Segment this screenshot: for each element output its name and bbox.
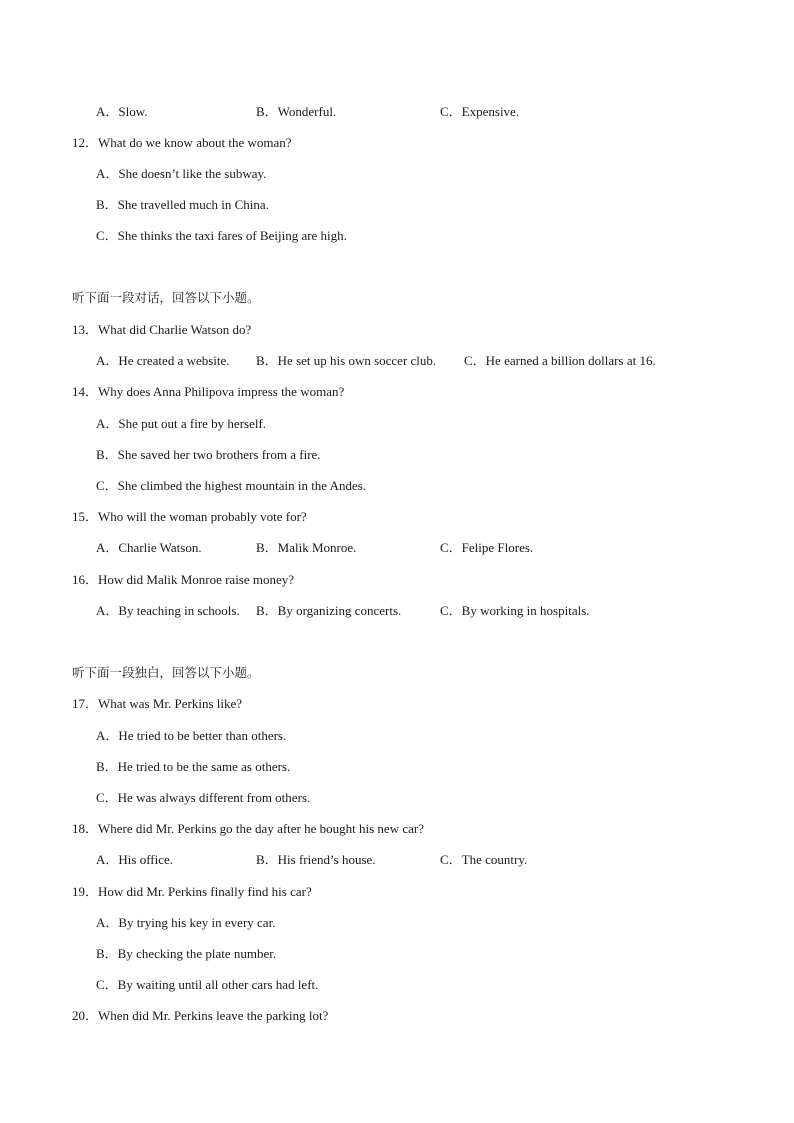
- q14-option-a: A．She put out a fire by herself.: [96, 416, 267, 431]
- q12-option-c: C．She thinks the taxi fares of Beijing are high.: [96, 228, 347, 243]
- question-14: 14．Why does Anna Philipova impress the woman?: [72, 384, 345, 399]
- q12-option-a: A．She doesn’t like the subway.: [96, 166, 267, 181]
- question-17: 17．What was Mr. Perkins like?: [72, 696, 243, 711]
- q16-option-a: A．By teaching in schools.: [96, 603, 240, 618]
- q11-option-a: A．Slow.: [96, 104, 148, 119]
- q16-option-b: B．By organizing concerts.: [256, 603, 402, 618]
- q19-option-c: C．By waiting until all other cars had left.: [96, 977, 319, 992]
- question-12: 12．What do we know about the woman?: [72, 135, 292, 150]
- q17-option-b: B．He tried to be the same as others.: [96, 759, 291, 774]
- q18-option-c: C．The country.: [440, 852, 528, 867]
- q14-option-b: B．She saved her two brothers from a fire.: [96, 447, 321, 462]
- q17-option-c: C．He was always different from others.: [96, 790, 311, 805]
- q19-option-a: A．By trying his key in every car.: [96, 915, 276, 930]
- q13-option-a: A．He created a website.: [96, 353, 230, 368]
- section-heading-monologue: 听下面一段独白，回答以下小题。: [72, 665, 260, 680]
- q13-option-c: C．He earned a billion dollars at 16.: [464, 353, 656, 368]
- question-13: 13．What did Charlie Watson do?: [72, 322, 252, 337]
- question-19: 19．How did Mr. Perkins finally find his car?: [72, 884, 312, 899]
- q18-option-a: A．His office.: [96, 852, 174, 867]
- q14-option-c: C．She climbed the highest mountain in the Andes.: [96, 478, 367, 493]
- q11-option-c: C．Expensive.: [440, 104, 520, 119]
- q19-option-b: B．By checking the plate number.: [96, 946, 277, 961]
- question-20: 20．When did Mr. Perkins leave the parking lot?: [72, 1008, 329, 1023]
- q15-option-b: B．Malik Monroe.: [256, 540, 357, 555]
- q12-option-b: B．She travelled much in China.: [96, 197, 269, 212]
- q17-option-a: A．He tried to be better than others.: [96, 728, 287, 743]
- q11-option-b: B．Wonderful.: [256, 104, 337, 119]
- question-15: 15．Who will the woman probably vote for?: [72, 509, 307, 524]
- q15-option-c: C．Felipe Flores.: [440, 540, 534, 555]
- q15-option-a: A．Charlie Watson.: [96, 540, 202, 555]
- q13-option-b: B．He set up his own soccer club.: [256, 353, 437, 368]
- q18-option-b: B．His friend’s house.: [256, 852, 376, 867]
- question-16: 16．How did Malik Monroe raise money?: [72, 572, 295, 587]
- section-heading-dialogue: 听下面一段对话，回答以下小题。: [72, 290, 260, 305]
- question-18: 18．Where did Mr. Perkins go the day after he bought his new car?: [72, 821, 424, 836]
- q16-option-c: C．By working in hospitals.: [440, 603, 590, 618]
